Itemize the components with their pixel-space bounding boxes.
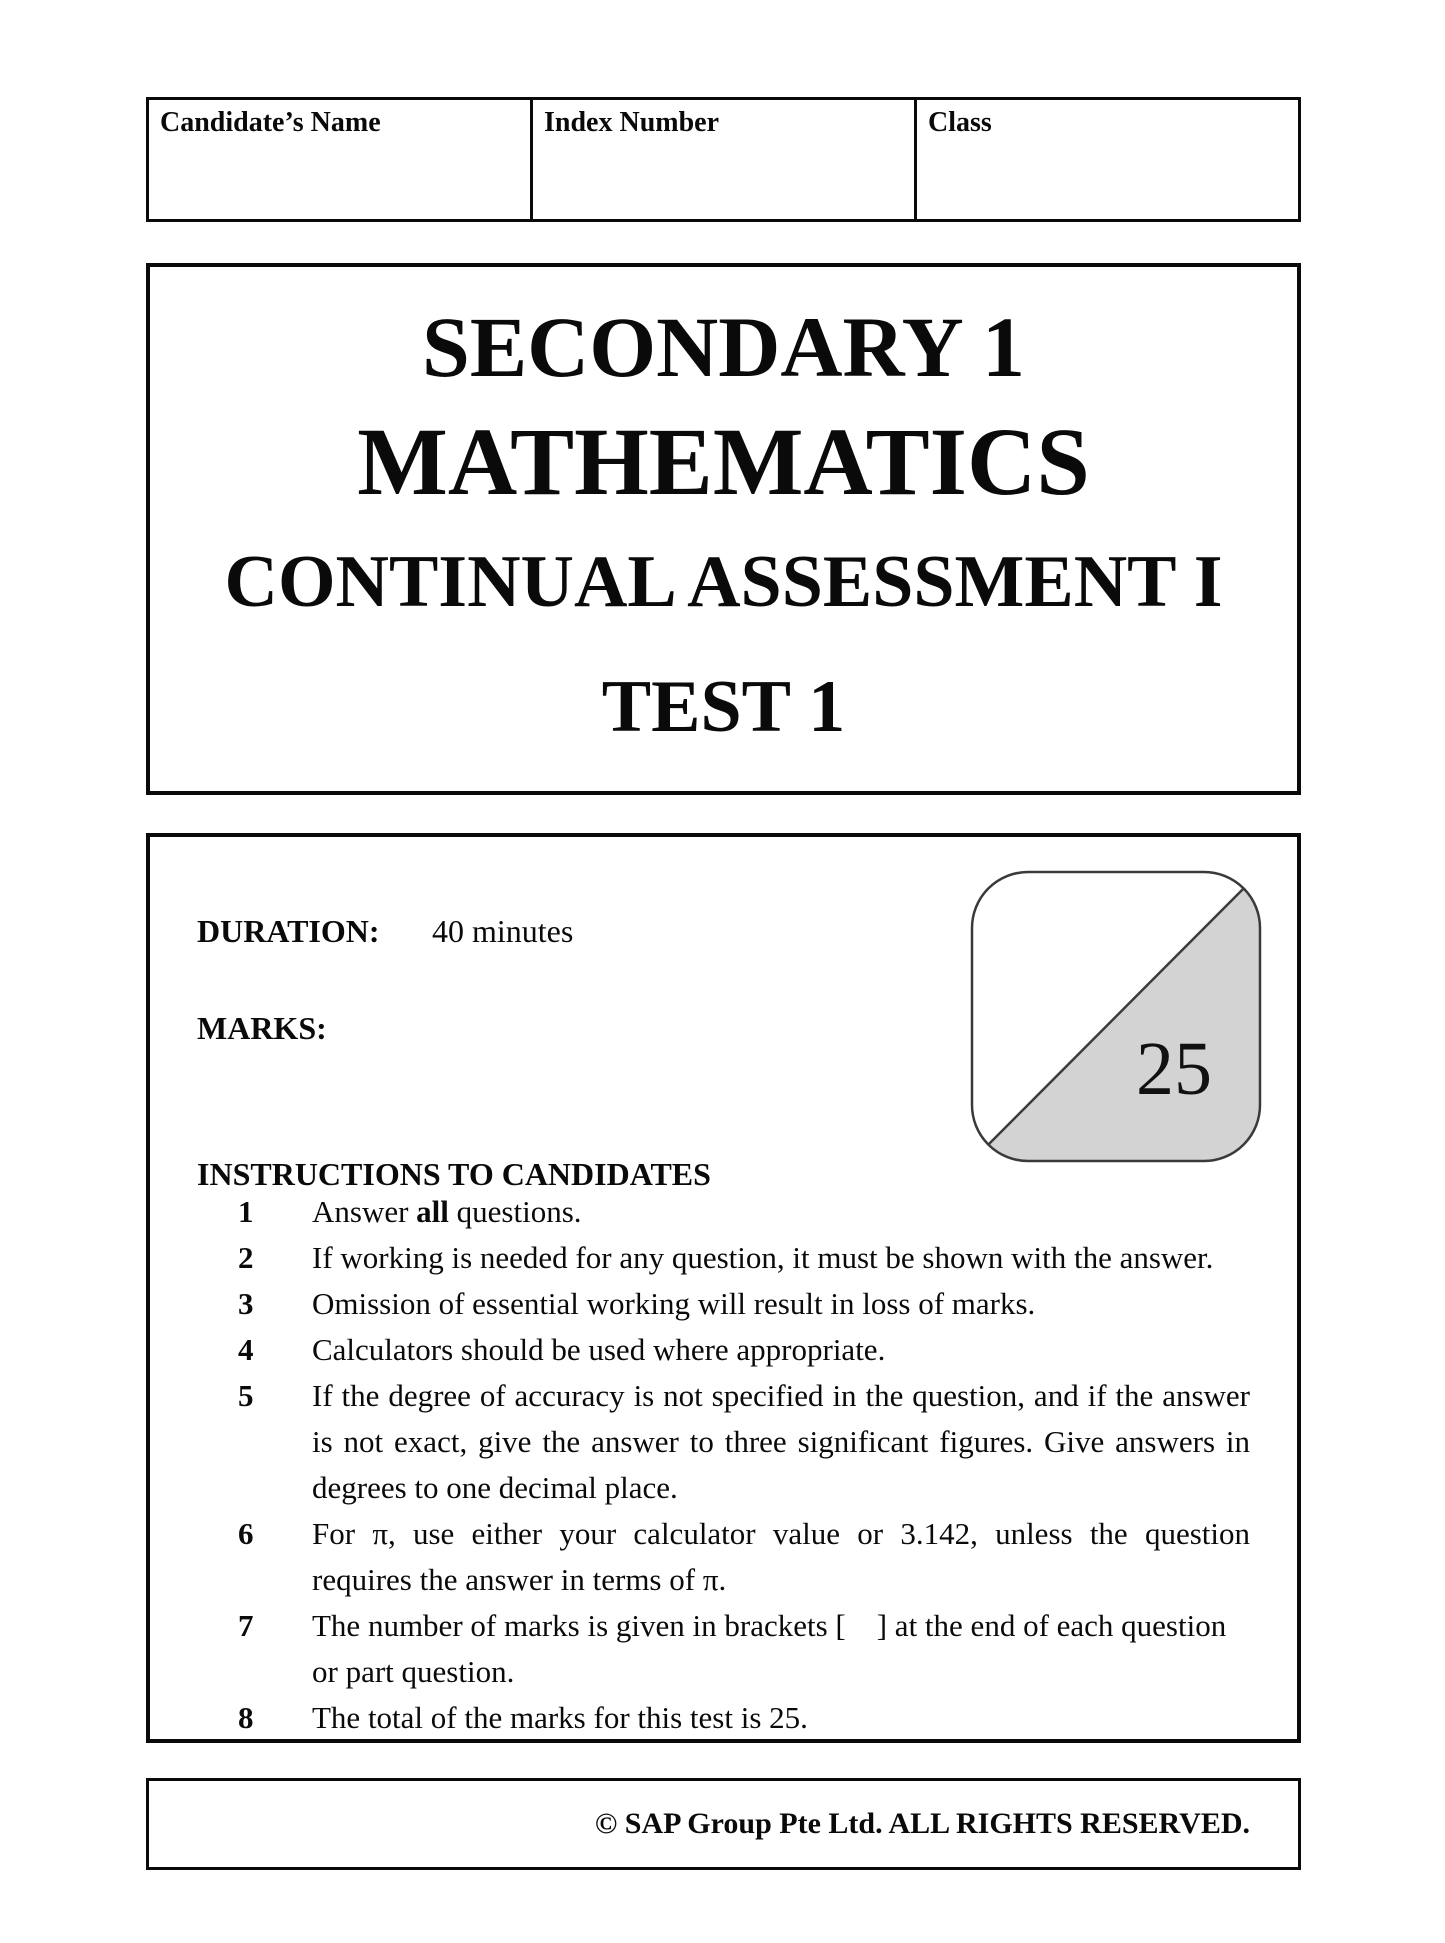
instruction-text: Calculators should be used where appropriate.: [312, 1332, 886, 1367]
index-number-cell: [533, 100, 917, 219]
total-marks-value: 25: [1136, 1027, 1212, 1111]
instruction-item-4: [238, 1327, 1250, 1373]
instructions-heading: INSTRUCTIONS TO CANDIDATES: [197, 1156, 711, 1192]
instruction-text: If the degree of accuracy is not specified in the question, and if the answer is not exact, give the answer to three significant figures. Give answers in degrees to one decimal place.: [312, 1378, 1250, 1505]
instruction-text-pre: Answer: [312, 1194, 417, 1229]
instruction-number: 1: [238, 1194, 254, 1229]
instructions-list: [238, 1189, 1250, 1741]
candidate-info-table: [146, 97, 1301, 222]
marks-label: MARKS:: [197, 1010, 327, 1046]
instruction-text: The number of marks is given in brackets [ ] at the end of each question or part question.: [312, 1608, 1227, 1689]
candidate-name-label: Candidate’s Name: [160, 107, 381, 138]
class-label: Class: [928, 107, 992, 138]
marks-badge-icon: [970, 870, 1262, 1163]
duration-label: DURATION:: [197, 913, 380, 949]
title-test-number: TEST 1: [601, 666, 846, 748]
instruction-number: 5: [238, 1378, 254, 1413]
instruction-number: 8: [238, 1700, 254, 1735]
instruction-number: 6: [238, 1516, 254, 1551]
info-box: [146, 833, 1301, 1743]
footer-box: [146, 1778, 1301, 1870]
class-cell: [917, 100, 1298, 219]
instruction-number: 3: [238, 1286, 254, 1321]
instruction-text: Omission of essential working will result in loss of marks.: [312, 1286, 1036, 1321]
title-level: SECONDARY 1: [421, 299, 1025, 395]
candidate-name-cell: [149, 100, 533, 219]
instruction-text: [312, 1189, 1250, 1235]
instruction-number: 2: [238, 1240, 254, 1275]
instruction-item-5: [238, 1373, 1250, 1511]
title-box: [146, 263, 1301, 795]
instruction-text: For π, use either your calculator value or 3.142, unless the question requires the answer in terms of π.: [312, 1516, 1250, 1597]
instruction-item-2: [238, 1235, 1250, 1281]
duration-row: [197, 911, 380, 951]
instruction-number: 7: [238, 1608, 254, 1643]
instruction-item-8: [238, 1695, 1250, 1741]
instruction-item-3: [238, 1281, 1250, 1327]
duration-value: 40 minutes: [432, 913, 574, 949]
instruction-item-1: [238, 1189, 1250, 1235]
instruction-text: If working is needed for any question, it must be shown with the answer.: [312, 1240, 1214, 1275]
instruction-item-7: [238, 1603, 1250, 1695]
title-assessment: CONTINUAL ASSESSMENT I: [224, 541, 1223, 623]
instruction-text-post: questions.: [448, 1194, 582, 1229]
instruction-text: The total of the marks for this test is 25.: [312, 1700, 808, 1735]
copyright-text: © SAP Group Pte Ltd. ALL RIGHTS RESERVED.: [594, 1807, 1250, 1840]
instruction-item-6: [238, 1511, 1250, 1603]
instruction-number: 4: [238, 1332, 254, 1367]
index-number-label: Index Number: [544, 107, 720, 138]
title-subject: MATHEMATICS: [357, 408, 1090, 515]
instruction-text-bold: all: [416, 1194, 449, 1229]
